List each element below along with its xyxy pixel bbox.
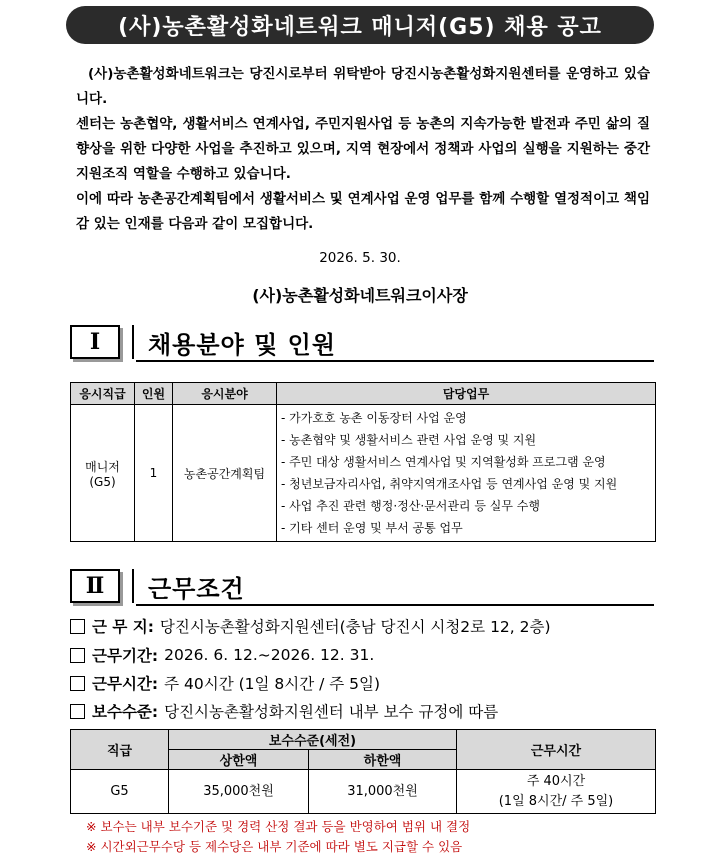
condition-value: 당진시농촌활성화지원센터(충남 당진시 시청2로 12, 2층)	[159, 618, 551, 636]
pay-note-2: ※ 시간외근무수당 등 제수당은 내부 기준에 따라 별도 지급할 수 있음	[86, 839, 463, 854]
announcement-date: 2026. 5. 30.	[319, 250, 401, 266]
section-1-header	[70, 322, 654, 362]
cell-lower-limit: 31,000천원	[309, 770, 457, 814]
cell-duties	[277, 405, 656, 542]
condition-label: 근 무 지:	[92, 618, 154, 636]
intro-paragraph-3: 이에 따라 농촌공간계획팀에서 생활서비스 및 연계사업 운영 업무를 함께 수행할 열정적이고 책임감 있는 인재를 다음과 같이 모집합니다.	[76, 191, 650, 232]
list-item: - 기타 센터 운영 및 부서 공통 업무	[281, 521, 463, 535]
pay-table-header-row-1	[71, 730, 656, 750]
checkbox-icon	[70, 704, 85, 719]
section-1-divider	[132, 325, 134, 359]
section-1-title: 채용분야 및 인원	[148, 330, 336, 359]
section-2-number: Ⅱ	[70, 569, 120, 603]
list-item: - 주민 대상 생활서비스 연계사업 및 지역활성화 프로그램 운영	[281, 455, 606, 469]
header-work-hours: 근무시간	[457, 730, 656, 770]
condition-hours	[70, 671, 660, 695]
condition-location	[70, 614, 660, 638]
organization-signature: (사)농촌활성화네트워크이사장	[252, 286, 468, 305]
cell-grade: G5	[71, 770, 169, 814]
section-2-divider	[132, 569, 134, 603]
cell-work-hours	[457, 770, 656, 814]
header-duties: 담당업무	[277, 383, 656, 405]
header-pay-level: 보수수준(세전)	[169, 730, 457, 750]
cell-upper-limit: 35,000천원	[169, 770, 309, 814]
checkbox-icon	[70, 619, 85, 634]
pay-note-1: ※ 보수는 내부 보수기준 및 경력 산정 결과 등을 반영하여 범위 내 결정	[86, 819, 471, 834]
work-hours-line-2: (1일 8시간/ 주 5일)	[498, 793, 614, 809]
page-title: (사)농촌활성화네트워크 매니저(G5) 채용 공고	[66, 6, 654, 44]
section-2-title: 근무조건	[148, 574, 245, 603]
section-1-number: Ⅰ	[70, 325, 120, 359]
checkbox-icon	[70, 676, 85, 691]
section-2-underline	[136, 604, 654, 606]
list-item: - 청년보금자리사업, 취약지역개조사업 등 연계사업 운영 및 지원	[281, 477, 618, 491]
condition-pay	[70, 699, 660, 723]
work-hours-line-1: 주 40시간	[526, 773, 586, 789]
recruitment-table-header	[71, 383, 656, 405]
cell-field: 농촌공간계획팀	[173, 405, 277, 542]
condition-value: 2026. 6. 12.~2026. 12. 31.	[164, 646, 375, 664]
condition-label: 보수수준:	[92, 703, 159, 721]
intro-paragraph-2: 센터는 농촌협약, 생활서비스 연계사업, 주민지원사업 등 농촌의 지속가능한 발전과 주민 삶의 질 향상을 위한 다양한 사업을 추진하고 있으며, 지역 현장에서 정책과 사업의 실행을 지원하는 중간지원조직 역할을 수행하고 있습니다.	[76, 116, 650, 182]
condition-value: 당진시농촌활성화지원센터 내부 보수 규정에 따름	[164, 703, 499, 721]
condition-label: 근무시간:	[92, 675, 159, 693]
header-grade: 응시직급	[71, 383, 135, 405]
cell-grade	[71, 405, 135, 542]
intro-paragraph-1: (사)농촌활성화네트워크는 당진시로부터 위탁받아 당진시농촌활성화지원센터를 운영하고 있습니다.	[76, 66, 650, 107]
intro-text	[76, 62, 650, 237]
list-item: - 농촌협약 및 생활서비스 관련 사업 운영 및 지원	[281, 433, 537, 447]
table-row	[71, 770, 656, 814]
condition-value: 주 40시간 (1일 8시간 / 주 5일)	[164, 675, 381, 693]
grade-code: (G5)	[89, 474, 116, 489]
list-item: - 가가호호 농촌 이동장터 사업 운영	[281, 411, 467, 425]
checkbox-icon	[70, 648, 85, 663]
condition-period	[70, 643, 660, 667]
header-count: 인원	[135, 383, 173, 405]
section-2-header	[70, 566, 654, 606]
section-1-underline	[136, 360, 654, 362]
table-row	[71, 405, 656, 542]
list-item: - 사업 추진 관련 행정·정산·문서관리 등 실무 수행	[281, 499, 540, 513]
header-upper-limit: 상한액	[169, 750, 309, 770]
header-grade: 직급	[71, 730, 169, 770]
header-field: 응시분야	[173, 383, 277, 405]
recruitment-table	[70, 382, 656, 542]
pay-table	[70, 729, 656, 814]
condition-label: 근무기간:	[92, 647, 159, 665]
cell-count: 1	[135, 405, 173, 542]
grade-title: 매니저	[85, 459, 120, 474]
header-lower-limit: 하한액	[309, 750, 457, 770]
